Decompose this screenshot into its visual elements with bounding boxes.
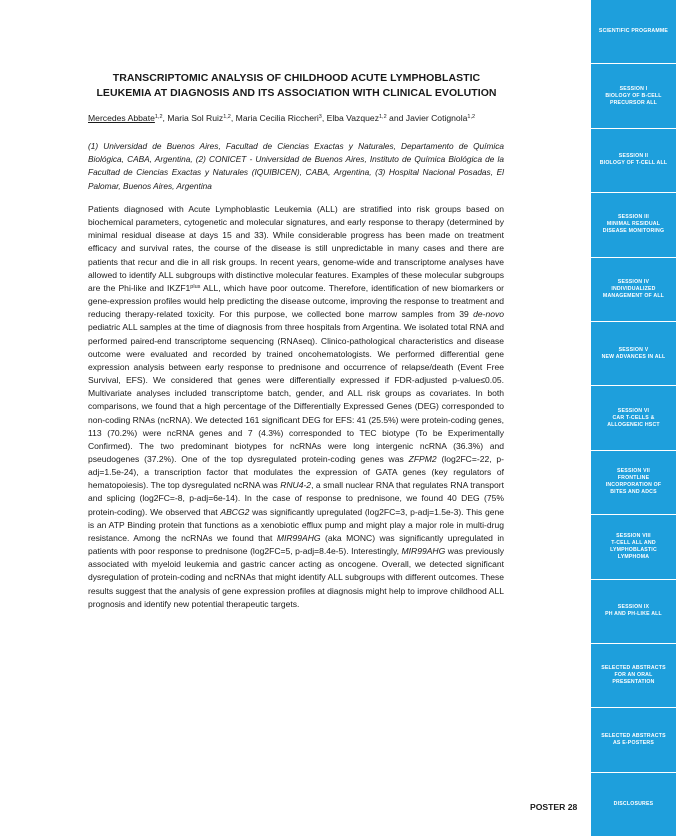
author-list xyxy=(88,112,508,124)
sidebar-item-session-4[interactable]: SESSION IV INDIVIDUALIZED MANAGEMENT OF ALL xyxy=(591,258,676,322)
abstract-text: (aka MONC) was significantly upregulated in patients with poor response to prednisone (log2FC=5, p-adj=8.4e-5). Interestingly, xyxy=(88,532,504,557)
sidebar-item-session-2[interactable]: SESSION II BIOLOGY OF T-CELL ALL xyxy=(591,129,676,193)
abstract-title: TRANSCRIPTOMIC ANALYSIS OF CHILDHOOD ACUTE LYMPHOBLASTIC LEUKEMIA AT DIAGNOSIS AND ITS ASSOCIATION WITH CLINICAL EVOLUTION xyxy=(96,72,497,99)
sidebar-item-session-1[interactable]: SESSION I BIOLOGY OF B-CELL PRECURSOR ALL xyxy=(591,64,676,128)
abstract-paragraph xyxy=(88,203,504,611)
sidebar-item-session-7[interactable]: SESSION VII FRONTLINE INCORPORATION OF BITES AND ADCS xyxy=(591,451,676,515)
sidebar-item-oral-abstracts[interactable]: SELECTED ABSTRACTS FOR AN ORAL PRESENTATION xyxy=(591,644,676,708)
superscript-plus: plus xyxy=(190,283,201,290)
abstract-text: was significantly upregulated (log2FC=3, p-adj=1.5e-3). This gene is an ATP Binding protein that functions as a xenobiotic efflux pump and might play a major role in multi-drug resistance. Among the ncRNAs we found that xyxy=(88,506,505,543)
abstract-text: ALL, which have poor outcome. Therefore, identification of new biomarkers or gene-expression profiles would help predicting the disease outcome, improving the response to treatment and reducing therapy-related toxicity. For this purpose, we collected bone marrow samples from 39 xyxy=(88,282,504,320)
author-affiliation-ref: 1,2 xyxy=(467,114,476,120)
poster-number: POSTER 28 xyxy=(530,802,578,812)
affiliations: (1) Universidad de Buenos Aires, Facultad de Ciencias Exactas y Naturales, Departamento de Química Biológica, CABA, Argentina, (2) CONICET - Universidad de Buenos Aires, Instituto de Química Biológica de la Facultad de Ciencias Exactas y Naturales (IQUIBICEN), CABA, Argentina, (3) Hospital Nacional Posadas, El Palomar, Buenos Aires, Argentina xyxy=(88,141,504,191)
sidebar-item-disclosures[interactable]: DISCLOSURES xyxy=(613,800,654,807)
gene-name: MIR99AHG xyxy=(276,532,321,543)
gene-name: ZFPM2 xyxy=(408,453,437,464)
abstract-text: was previously associated with myeloid leukemia and gastric cancer acting as oncogene. Overall, we detected significant dysregulation of protein-coding and ncRNAs that might identify ALL subgroups with different outcomes. These results suggest that the analysis of gene expression profiles at diagnosis might help to improve childhood ALL prognosis and identify new potential therapeutic targets. xyxy=(88,546,505,609)
abstract-text: , a small nuclear RNA that regulates RNA transport and splicing (log2FC=-8, p-adj=6e-14). In the case of response to prednisone, we found 40 DEG (75% protein-coding). We observed that xyxy=(88,480,504,517)
author-separator: , xyxy=(321,113,327,123)
author-separator: , xyxy=(230,113,236,123)
sidebar-item-session-6[interactable]: SESSION VI CAR T-CELLS & ALLOGENEIC HSCT xyxy=(591,386,676,450)
author-name: Elba Vazquez xyxy=(326,113,379,123)
author-separator: and xyxy=(386,113,406,123)
sidebar-item-session-5[interactable]: SESSION V NEW ADVANCES IN ALL xyxy=(591,322,676,386)
author-affiliation-ref: 1,2 xyxy=(154,114,163,120)
gene-name: ABCG2 xyxy=(220,506,250,517)
sidebar-item-scientific-programme[interactable]: SCIENTIFIC PROGRAMME xyxy=(591,0,676,64)
author-affiliation-ref: 1,2 xyxy=(379,114,387,120)
sidebar-item-e-posters[interactable]: SELECTED ABSTRACTS AS E-POSTERS xyxy=(591,708,676,772)
author-name: Maria Sol Ruiz xyxy=(167,113,224,123)
abstract-text: (log2FC=-22, p-adj=1.5e-24), a transcription factor that modulates the expression of GATA genes (key regulators of hematopoiesis). The top dysregulated ncRNA was xyxy=(88,453,505,491)
sidebar-item-session-8[interactable]: SESSION VIII T-CELL ALL AND LYMPHOBLASTIC LYMPHOMA xyxy=(591,515,676,579)
sidebar-item-session-9[interactable]: SESSION IX PH AND PH-LIKE ALL xyxy=(591,580,676,644)
author-affiliation-ref: 3 xyxy=(318,114,322,120)
author-name: Maria Cecilia Riccheri xyxy=(235,113,319,123)
gene-name: RNU4-2 xyxy=(280,480,312,491)
abstract-text: Patients diagnosed with Acute Lymphoblastic Leukemia (ALL) are stratified into risk groups based on biochemical parameters, cytogenetic and molecular signatures, and early response to therapy (determined by minimal residual disease at days 15 and 33). While considerable progress has been made on treatment efficacy and survival rates, the course of the disease is still unpredictable in many cases and there are patients that recur and die in all risk groups. In recent years, genome-wide and transcriptome analyses have allowed to identify ALL subgroups with distinctive molecular features. Examples of these molecular subgroups are the Phi-like and IKZF1 xyxy=(88,204,504,293)
sidebar-item-session-3[interactable]: SESSION III MINIMAL RESIDUAL DISEASE MONITORING xyxy=(591,193,676,257)
sidebar-nav xyxy=(591,0,676,836)
abstract-body xyxy=(88,203,504,611)
italic-term: de-novo xyxy=(473,309,504,320)
author-separator: , xyxy=(162,113,168,123)
gene-name: MIR99AHG xyxy=(401,546,446,557)
abstract-text: pediatric ALL samples at the time of diagnosis from three hospitals from Argentina. We isolated total RNA and performed paired-end transcriptome sequencing (RNAseq). Clinico-pathological characteristics and disease outcome were evaluated and recorded by trained oncohematologists. We performed differential gene expression analysis between early response to prednisone and occurrence of relapse/death (Event Free Survival, EFS). We considered that genes were differentially expressed if FDR-adjusted p-value≤0.05. Multivariate analyses included transcriptome batch, gender, and ALL risk groups as covariates. In both comparisons, we found that a high percentage of the Differentially Expressed Genes (DEG) corresponded to non-coding RNAs (ncRNA). We detected 161 significant DEG for EFS: 41 (25.5%) were protein-coding genes, 113 (70.2%) were ncRNA genes and 7 (4.3%) corresponded to TEC biotype (To be Experimentally Confirmed). The two predominant biotypes for ncRNAs were long intergenic ncRNA (36.3%) and pseudogenes (37.2%). One of the top dysregulated protein-coding genes was xyxy=(88,322,504,464)
author-name: Mercedes Abbate xyxy=(88,113,155,123)
author-name: Javier Cotignola xyxy=(405,113,468,123)
author-affiliation-ref: 1,2 xyxy=(223,114,231,120)
